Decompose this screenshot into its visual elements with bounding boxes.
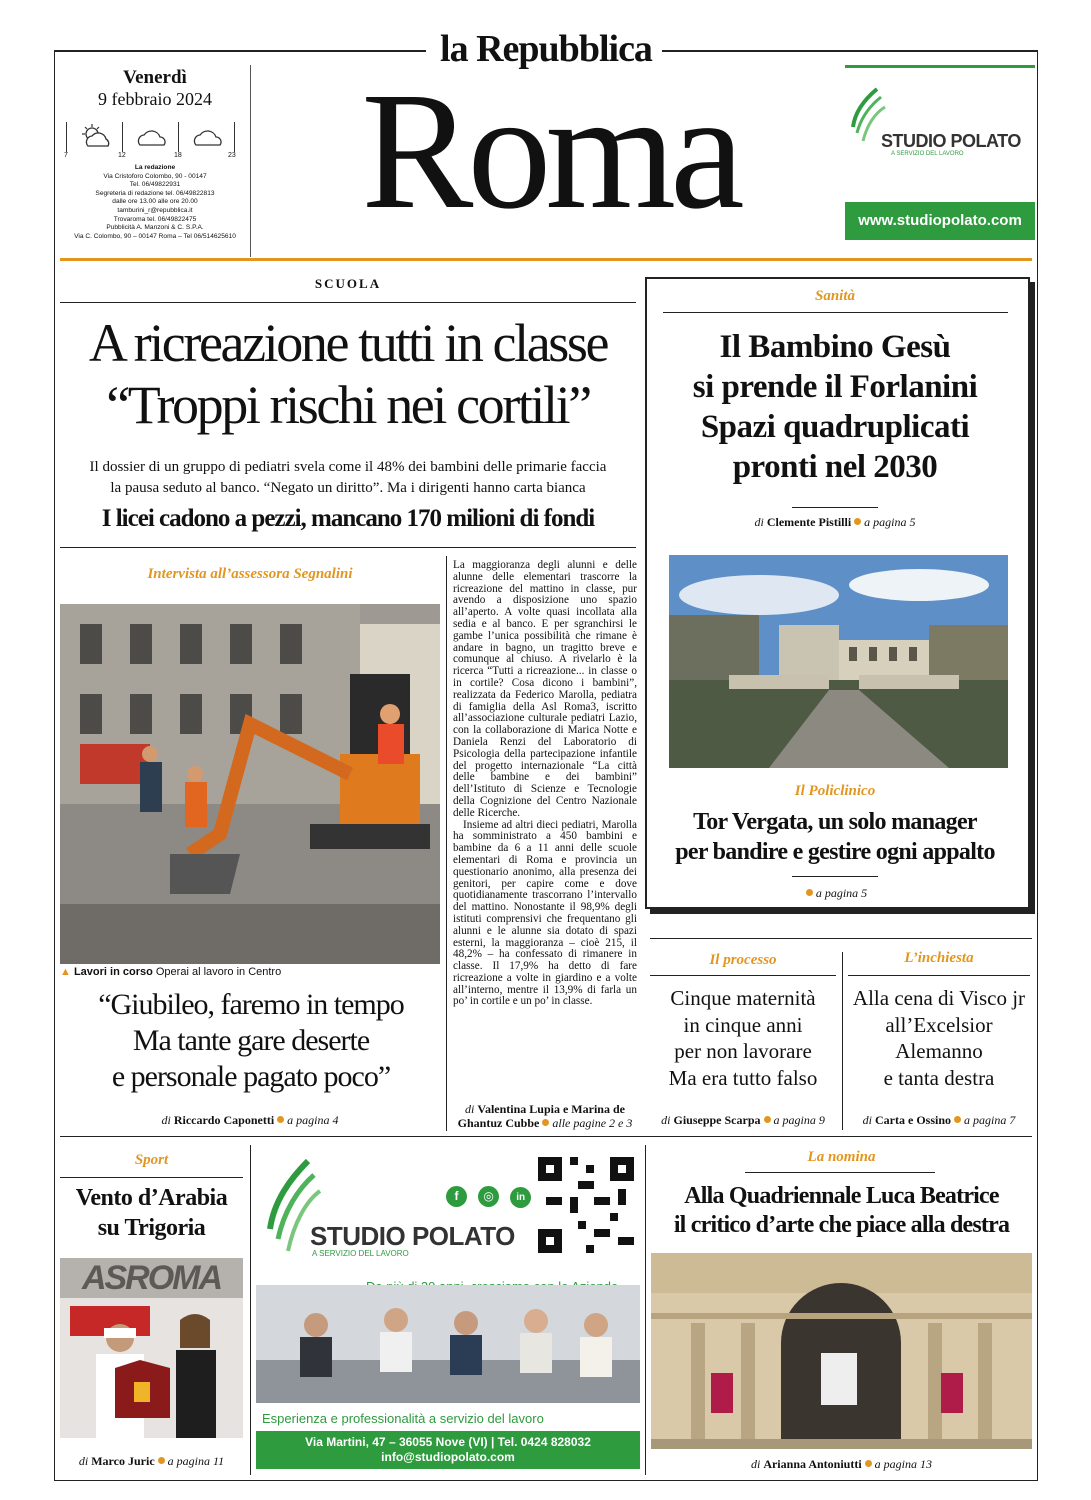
weather-strip [60, 122, 250, 162]
ad-brand: STUDIO POLATO [881, 131, 1021, 151]
ad-tagline: A SERVIZIO DEL LAVORO [312, 1249, 409, 1258]
qr-code-icon[interactable] [538, 1157, 634, 1253]
sanita-headline[interactable]: Il Bambino Gesù si prende il Forlanini Spazi quadruplicati pronti nel 2030 [692, 329, 978, 485]
ad-email[interactable]: info@studiopolato.com [381, 1450, 515, 1464]
lead-byline[interactable]: di Valentina Lupia e Marina de Ghantuz Cubbe alle pagine 2 e 3 [457, 1102, 633, 1130]
sanita-byline[interactable]: di Clemente Pistilli a pagina 5 [754, 515, 916, 529]
section-label: SCUOLA [314, 276, 382, 291]
policlinico-kicker: Il Policlinico [794, 783, 876, 799]
date-weather-box [60, 65, 251, 257]
temp-label: 12 [118, 152, 126, 159]
top-ad[interactable] [845, 65, 1035, 240]
edition-title: Roma [361, 58, 739, 244]
ad-contact-bar[interactable] [256, 1431, 640, 1469]
sport-headline[interactable]: Vento d’Arabia su Trigoria [75, 1185, 228, 1241]
temp-label: 23 [228, 152, 236, 159]
facebook-icon[interactable]: f [446, 1186, 467, 1207]
sanita-kicker: Sanità [814, 288, 856, 304]
inchiesta-byline[interactable]: di Carta e Ossino a pagina 7 [862, 1113, 1016, 1127]
cloud-icon [190, 128, 226, 148]
instagram-icon[interactable]: ◎ [478, 1186, 499, 1207]
day-label: Venerdì [123, 67, 187, 88]
interview-byline[interactable]: di Riccardo Caponetti a pagina 4 [161, 1113, 339, 1127]
processo-kicker: Il processo [709, 952, 777, 968]
linkedin-icon[interactable]: in [510, 1187, 531, 1208]
interview-headline[interactable]: “Giubileo, faremo in tempo Ma tante gare deserte e personale pagato poco” [98, 988, 404, 1093]
nomina-kicker: La nomina [807, 1149, 876, 1165]
ad-url[interactable]: www.studiopolato.com [845, 202, 1035, 240]
nomina-headline[interactable]: Alla Quadriennale Luca Beatrice il critico d’arte che piace alla destra [673, 1183, 1010, 1238]
forlanini-photo [669, 555, 1008, 768]
temp-label: 18 [174, 152, 182, 159]
policlinico-byline[interactable]: a pagina 5 [650, 886, 1020, 901]
sport-kicker: Sport [134, 1152, 169, 1168]
inchiesta-kicker: L’inchiesta [904, 950, 974, 966]
studio-polato-ad[interactable] [256, 1145, 640, 1473]
temp-label: 7 [64, 152, 68, 159]
brand-logo[interactable]: la Repubblica [440, 28, 652, 70]
date-label: 9 febbraio 2024 [98, 89, 212, 109]
lead-subhead[interactable]: I licei cadono a pezzi, mancano 170 milioni di fondi [101, 505, 595, 532]
office-photo [256, 1285, 640, 1403]
cloud-icon [134, 128, 170, 148]
policlinico-headline[interactable]: Tor Vergata, un solo manager per bandire e gestire ogni appalto [675, 809, 995, 865]
sun-cloud-icon [78, 124, 114, 150]
asroma-banner: ASROMA [60, 1258, 243, 1298]
sport-photo [60, 1258, 243, 1438]
sport-byline[interactable]: di Marco Juric a pagina 11 [78, 1454, 225, 1468]
redazione-info: La redazione Via Cristoforo Colombo, 90 - 00147 Tel. 06/49822931 Segreteria di redazione tel. 06/49822813 dalle ore 13.00 alle ore 20.00 tamburini_r@repubblica.it Trovaroma tel. 06/49822475 Pubblicità A. Manzoni & C. S.P.A. Via C. Colombo, 90 – 00147 Roma – Tel 06/514625610 [74, 164, 236, 240]
construction-photo [60, 604, 440, 964]
interview-kicker: Intervista all’assessora Segnalini [147, 566, 353, 582]
processo-byline[interactable]: di Giuseppe Scarpa a pagina 9 [661, 1113, 825, 1127]
ad-brand: STUDIO POLATO [310, 1221, 515, 1251]
ad-address: Via Martini, 47 – 36055 Nove (VI) | Tel. 0424 828032 [305, 1435, 591, 1449]
photo-caption: ▲ Lavori in corso Operai al lavoro in Centro [60, 966, 282, 978]
lead-summary: Il dossier di un gruppo di pediatri svela come il 48% dei bambini delle primarie faccia la pausa seduto al banco. “Negato un diritto”. Ma i dirigenti hanno carta bianca [89, 459, 607, 496]
nomina-byline[interactable]: di Arianna Antoniutti a pagina 13 [750, 1457, 933, 1471]
quadriennale-photo [651, 1253, 1032, 1449]
lead-body: La maggioranza degli alunni e delle alunne delle elementari trascorre la ricreazione del mattino in classe, pur avendo a disposizione uno spazio all’aperto. A volte quasi incollata alla sedia e al banco. E per sgranchirsi le gambe l’unica possibilità che rimane è andare in bagno, un tragitto breve e comunque al chiuso. A rivelarlo è la ricerca “Tutti a ricreazione... in classe o in cortile? Cosa dicono i bambini”, realizzata da Federico Marolla, pediatra di famiglia della Asl Roma3, iscritto all’associazione culturale pediatri Lazio, con la collaborazione di Marica Notte e Daniela Renzi del Laboratorio di Psicologia della partecipazione infantile del progetto internazionale “La città delle bambine e dei bambini” dell’Istituto di Scienze e Tecnologie della Cognizione del Centro Nazionale delle Ricerche. Insieme ad altri dieci pediatri, Marolla ha somministrato a 450 bambini e bambine da 6 a 11 anni delle scuole elementari di Roma e provincia un questionario anonimo, alla presenza dei genitori, per capire come e dove quotidianamente trascorrano l’intervallo del mattino. Nonostante il 98,9% degli istituti comprensivi che frequentano gli alunni e le alunne sia dotato di spazi esterni, la maggioranza – cioè 215, il 48,2% – ha confessato di rimanere in classe. Il 17,9% ha detto di fare ricreazione a volte in giardino e a volte all’interno, mentre il 13,9% di farla un po’ in cortile e un po’ in classe. [453, 559, 637, 1008]
lead-headline[interactable]: A ricreazione tutti in classe “Troppi rischi nei cortili” [88, 313, 608, 435]
inchiesta-headline[interactable]: Alla cena di Visco jr all’Excelsior Alemanno e tanta destra [852, 986, 1026, 1090]
ad-tagline: A SERVIZIO DEL LAVORO [891, 151, 964, 157]
ad-claim: Esperienza e professionalità a servizio del lavoro [262, 1411, 544, 1426]
processo-headline[interactable]: Cinque maternità in cinque anni per non lavorare Ma era tutto falso [668, 986, 818, 1090]
